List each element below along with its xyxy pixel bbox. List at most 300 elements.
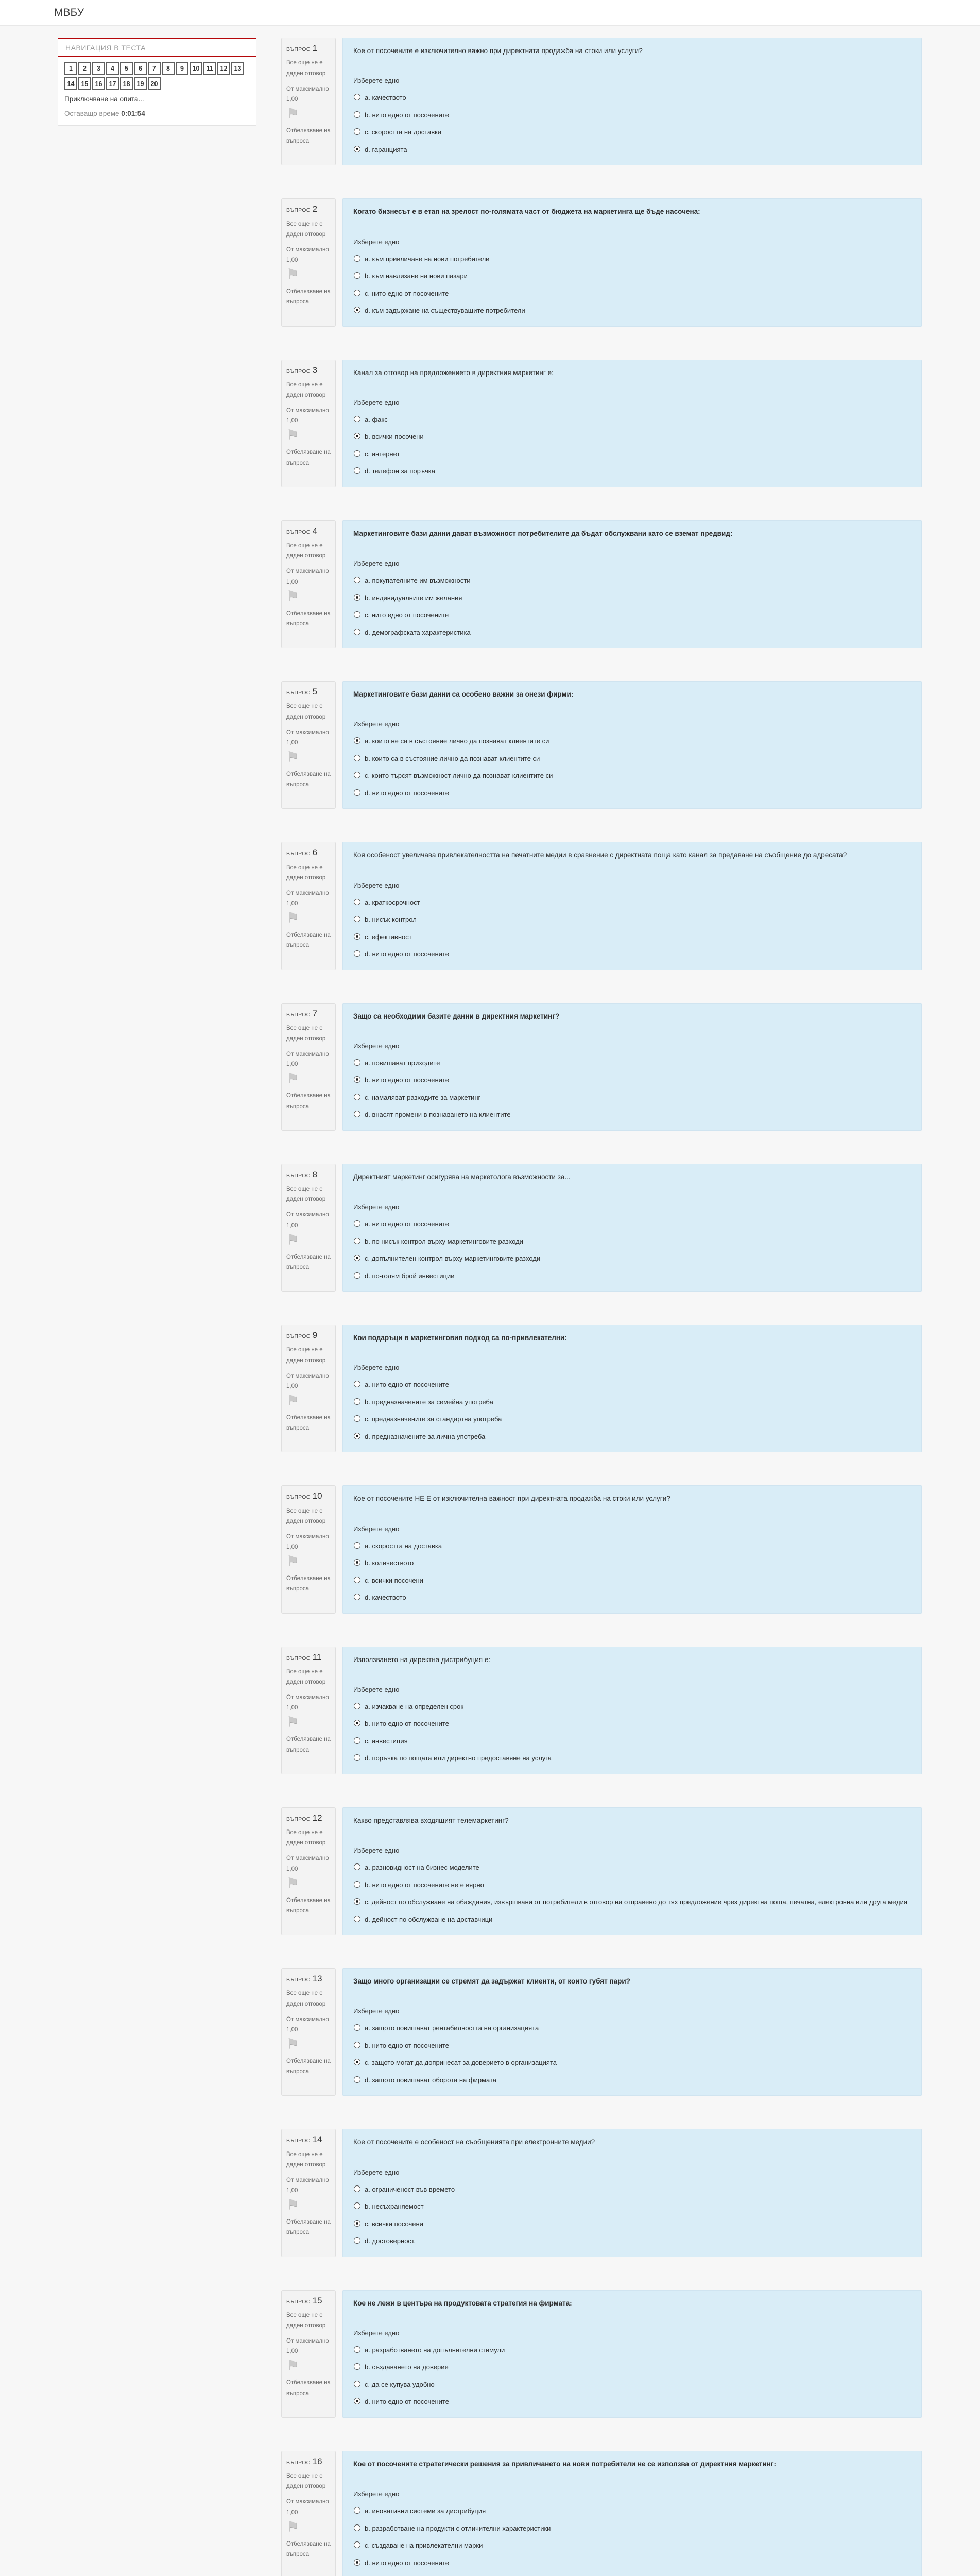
flag-question-link[interactable]: Отбелязване на въпроса bbox=[286, 610, 331, 627]
question-number-row bbox=[286, 1491, 331, 1501]
question-text: Канал за отговор на предложението в директния маркетинг е: bbox=[353, 368, 554, 377]
flag-icon: ⚑ bbox=[286, 1231, 299, 1247]
answer-option-a[interactable] bbox=[353, 1702, 911, 1712]
radio-selected-icon[interactable] bbox=[354, 1255, 360, 1261]
answer-option-b[interactable] bbox=[353, 2201, 911, 2212]
question-info-panel bbox=[281, 198, 336, 326]
answer-option-b[interactable] bbox=[353, 1558, 911, 1568]
answer-option-d[interactable] bbox=[353, 1592, 911, 1603]
radio-icon[interactable] bbox=[354, 1272, 360, 1279]
radio-selected-icon[interactable] bbox=[354, 146, 360, 152]
question-content-panel bbox=[342, 1325, 922, 1452]
radio-selected-icon[interactable] bbox=[354, 1720, 360, 1726]
radio-icon[interactable] bbox=[354, 2076, 360, 2083]
question-block bbox=[281, 1164, 922, 1292]
answer-option-label: b. несъхраняемост bbox=[365, 2202, 424, 2210]
quiz-nav-number-9[interactable]: 9 bbox=[176, 62, 188, 75]
radio-icon[interactable] bbox=[354, 1111, 360, 1117]
radio-icon[interactable] bbox=[354, 94, 360, 100]
question-content-panel bbox=[342, 2451, 922, 2576]
question-number: 6 bbox=[312, 848, 318, 858]
answer-option-b[interactable] bbox=[353, 754, 911, 764]
quiz-nav-number-13[interactable]: 13 bbox=[231, 62, 244, 75]
answer-option-a[interactable] bbox=[353, 575, 911, 586]
answer-option-label: d. защото повишават оборота на фирмата bbox=[365, 2076, 497, 2084]
answer-option-label: d. нито едно от посочените bbox=[365, 2558, 449, 2567]
choose-one-label: Изберете едно bbox=[353, 1846, 400, 1854]
radio-icon[interactable] bbox=[354, 290, 360, 296]
radio-icon[interactable] bbox=[354, 2524, 360, 2531]
radio-icon[interactable] bbox=[354, 1577, 360, 1583]
radio-icon[interactable] bbox=[354, 1703, 360, 1709]
question-info-panel bbox=[281, 2451, 336, 2576]
flag-question-link[interactable]: Отбелязване на въпроса bbox=[286, 2540, 331, 2557]
answer-option-c[interactable] bbox=[353, 771, 911, 781]
radio-selected-icon[interactable] bbox=[354, 1559, 360, 1566]
answer-option-d[interactable] bbox=[353, 1110, 911, 1120]
answer-option-label: a. скоростта на доставка bbox=[365, 1541, 442, 1550]
radio-icon[interactable] bbox=[354, 1542, 360, 1549]
radio-icon[interactable] bbox=[354, 611, 360, 618]
radio-selected-icon[interactable] bbox=[354, 433, 360, 439]
answer-option-c[interactable] bbox=[353, 610, 911, 620]
question-number: 5 bbox=[312, 687, 318, 697]
question-block bbox=[281, 1968, 922, 2096]
choose-one-label: Изберете едно bbox=[353, 2329, 400, 2337]
answer-options bbox=[353, 575, 911, 637]
quiz-nav-number-12[interactable]: 12 bbox=[217, 62, 230, 75]
answer-option-d[interactable] bbox=[353, 2558, 911, 2568]
radio-selected-icon[interactable] bbox=[354, 1898, 360, 1905]
radio-icon[interactable] bbox=[354, 2237, 360, 2244]
radio-icon[interactable] bbox=[354, 467, 360, 474]
content-area bbox=[0, 26, 980, 2576]
answer-option-d[interactable] bbox=[353, 2075, 911, 2086]
radio-selected-icon[interactable] bbox=[354, 2220, 360, 2227]
question-number: 4 bbox=[312, 526, 318, 536]
question-status: Все още не е даден отговор bbox=[286, 864, 326, 881]
question-number: 1 bbox=[312, 43, 318, 53]
radio-icon[interactable] bbox=[354, 629, 360, 635]
answer-option-label: a. които не са в състояние лично да познават клиентите си bbox=[365, 737, 549, 745]
radio-icon[interactable] bbox=[354, 1594, 360, 1600]
quiz-nav-number-1[interactable]: 1 bbox=[64, 62, 77, 75]
radio-icon[interactable] bbox=[354, 1737, 360, 1744]
answer-option-c[interactable] bbox=[353, 1736, 911, 1747]
question-number-label: ВЪПРОС bbox=[286, 1494, 311, 1501]
quiz-nav-number-2[interactable]: 2 bbox=[78, 62, 91, 75]
answer-options bbox=[353, 736, 911, 798]
question-info-panel bbox=[281, 2129, 336, 2257]
choose-one-label: Изберете едно bbox=[353, 1042, 400, 1050]
radio-icon[interactable] bbox=[354, 1916, 360, 1922]
answer-option-a[interactable] bbox=[353, 2345, 911, 2355]
answer-option-label: c. да се купува удобно bbox=[365, 2380, 435, 2388]
quiz-navigation-panel bbox=[58, 38, 256, 126]
flag-question-link[interactable]: Отбелязване на въпроса bbox=[286, 2058, 331, 2075]
radio-selected-icon[interactable] bbox=[354, 2559, 360, 2566]
radio-icon[interactable] bbox=[354, 577, 360, 583]
question-points: От максимално 1,00 bbox=[286, 86, 329, 103]
quiz-nav-number-4[interactable]: 4 bbox=[106, 62, 119, 75]
flag-question-link[interactable]: Отбелязване на въпроса bbox=[286, 289, 331, 306]
question-block bbox=[281, 681, 922, 809]
answer-option-d[interactable] bbox=[353, 466, 911, 477]
question-number-row bbox=[286, 204, 331, 214]
answer-option-b[interactable] bbox=[353, 2041, 911, 2051]
answer-options bbox=[353, 1058, 911, 1120]
question-text: Кое от посочените е особеност на съобщенията при електронните медии? bbox=[353, 2138, 595, 2146]
question-number: 10 bbox=[312, 1491, 322, 1501]
radio-icon[interactable] bbox=[354, 1059, 360, 1066]
answer-option-label: a. качеството bbox=[365, 94, 406, 102]
answer-options bbox=[353, 415, 911, 477]
question-block bbox=[281, 360, 922, 487]
answer-option-d[interactable] bbox=[353, 145, 911, 155]
answer-option-a[interactable] bbox=[353, 736, 911, 747]
question-number: 11 bbox=[312, 1652, 322, 1662]
question-status: Все още не е даден отговор bbox=[286, 1507, 326, 1524]
flag-question-link[interactable]: Отбелязване на въпроса bbox=[286, 1253, 331, 1270]
radio-selected-icon[interactable] bbox=[354, 594, 360, 601]
answer-option-d[interactable] bbox=[353, 949, 911, 959]
answer-option-b[interactable] bbox=[353, 1719, 911, 1729]
radio-selected-icon[interactable] bbox=[354, 737, 360, 744]
flag-icon: ⚑ bbox=[286, 1714, 299, 1730]
answer-options bbox=[353, 1702, 911, 1764]
question-status: Все още не е даден отговор bbox=[286, 543, 326, 560]
answer-option-label: a. разработването на допълнителни стимули bbox=[365, 2346, 505, 2354]
radio-icon[interactable] bbox=[354, 111, 360, 118]
answer-option-c[interactable] bbox=[353, 1253, 911, 1264]
answer-option-b[interactable] bbox=[353, 1236, 911, 1247]
radio-selected-icon[interactable] bbox=[354, 2398, 360, 2404]
question-number-label: ВЪПРОС bbox=[286, 207, 311, 214]
question-text: Когато бизнесът е в етап на зрелост по-голямата част от бюджета на маркетинга ще бъде насочена: bbox=[353, 208, 700, 216]
question-block bbox=[281, 38, 922, 165]
quiz-nav-number-10[interactable]: 10 bbox=[190, 62, 202, 75]
answer-option-d[interactable] bbox=[353, 1432, 911, 1442]
quiz-nav-number-8[interactable]: 8 bbox=[162, 62, 175, 75]
answer-option-label: d. качеството bbox=[365, 1594, 406, 1601]
radio-icon[interactable] bbox=[354, 1238, 360, 1244]
answer-option-label: c. интернет bbox=[365, 450, 400, 458]
flag-icon: ⚑ bbox=[286, 588, 299, 604]
quiz-nav-number-3[interactable]: 3 bbox=[92, 62, 105, 75]
site-header bbox=[0, 0, 980, 26]
finish-attempt-link[interactable]: Приключване на опита... bbox=[64, 95, 144, 103]
answer-option-label: d. предназначените за лична употреба bbox=[365, 1432, 486, 1440]
question-status: Все още не е даден отговор bbox=[286, 381, 326, 399]
quiz-nav-number-15[interactable]: 15 bbox=[78, 77, 91, 90]
radio-icon[interactable] bbox=[354, 916, 360, 922]
question-points: От максимално 1,00 bbox=[286, 2499, 329, 2516]
answer-option-b[interactable] bbox=[353, 2523, 911, 2534]
question-status: Все още не е даден отговор bbox=[286, 1990, 326, 2007]
choose-one-label: Изберете едно bbox=[353, 398, 400, 406]
radio-selected-icon[interactable] bbox=[354, 1433, 360, 1439]
question-info-panel bbox=[281, 38, 336, 165]
radio-icon[interactable] bbox=[354, 2042, 360, 2048]
radio-icon[interactable] bbox=[354, 2381, 360, 2387]
question-points: От максимално 1,00 bbox=[286, 568, 329, 585]
question-status: Все още не е даден отговор bbox=[286, 2151, 326, 2168]
answer-option-label: b. нисък контрол bbox=[365, 916, 417, 923]
radio-selected-icon[interactable] bbox=[354, 307, 360, 313]
quiz-nav-number-14[interactable]: 14 bbox=[64, 77, 77, 90]
answer-option-a[interactable] bbox=[353, 254, 911, 264]
answer-option-label: a. нито едно от посочените bbox=[365, 1220, 449, 1228]
answer-option-d[interactable] bbox=[353, 1753, 911, 1764]
quiz-nav-number-16[interactable]: 16 bbox=[92, 77, 105, 90]
question-info-panel bbox=[281, 1003, 336, 1131]
question-status: Все още не е даден отговор bbox=[286, 60, 326, 77]
radio-icon[interactable] bbox=[354, 1381, 360, 1387]
answer-option-a[interactable] bbox=[353, 1541, 911, 1551]
flag-question-link[interactable]: Отбелязване на въпроса bbox=[286, 771, 331, 788]
answer-option-a[interactable] bbox=[353, 1862, 911, 1873]
flag-question-link[interactable]: Отбелязване на въпроса bbox=[286, 1093, 331, 1110]
answer-option-label: c. ефективност bbox=[365, 933, 412, 941]
answer-option-a[interactable] bbox=[353, 93, 911, 103]
answer-option-c[interactable] bbox=[353, 1897, 911, 1907]
radio-selected-icon[interactable] bbox=[354, 2059, 360, 2065]
quiz-nav-number-17[interactable]: 17 bbox=[106, 77, 119, 90]
answer-option-b[interactable] bbox=[353, 1397, 911, 1408]
question-points: От максимално 1,00 bbox=[286, 1212, 329, 1229]
question-number: 9 bbox=[312, 1330, 318, 1340]
question-text: Защо са необходими базите данни в директния маркетинг? bbox=[353, 1012, 560, 1020]
page-title: МВБУ bbox=[54, 7, 84, 19]
answer-option-d[interactable] bbox=[353, 2236, 911, 2246]
flag-question-link[interactable]: Отбелязване на въпроса bbox=[286, 932, 331, 949]
radio-icon[interactable] bbox=[354, 772, 360, 778]
question-points: От максимално 1,00 bbox=[286, 890, 329, 907]
radio-icon[interactable] bbox=[354, 1415, 360, 1422]
question-content-panel bbox=[342, 520, 922, 648]
answer-option-a[interactable] bbox=[353, 1380, 911, 1390]
quiz-nav-number-20[interactable]: 20 bbox=[148, 77, 161, 90]
answer-option-b[interactable] bbox=[353, 2362, 911, 2372]
radio-icon[interactable] bbox=[354, 416, 360, 422]
radio-icon[interactable] bbox=[354, 1220, 360, 1227]
quiz-nav-number-18[interactable]: 18 bbox=[120, 77, 133, 90]
radio-icon[interactable] bbox=[354, 1881, 360, 1888]
radio-icon[interactable] bbox=[354, 899, 360, 905]
answer-options bbox=[353, 1219, 911, 1281]
question-status: Все още не е даден отговор bbox=[286, 1668, 326, 1686]
question-info-panel bbox=[281, 2290, 336, 2418]
answer-option-d[interactable] bbox=[353, 1271, 911, 1281]
answer-option-b[interactable] bbox=[353, 271, 911, 281]
answer-option-c[interactable] bbox=[353, 1093, 911, 1103]
flag-question-link[interactable]: Отбелязване на въпроса bbox=[286, 1414, 331, 1432]
question-number: 7 bbox=[312, 1008, 318, 1019]
answer-option-label: b. създаването на доверие bbox=[365, 2363, 449, 2371]
answer-option-label: d. нито едно от посочените bbox=[365, 2398, 449, 2406]
question-info-panel bbox=[281, 1807, 336, 1935]
quiz-nav-number-11[interactable]: 11 bbox=[203, 62, 216, 75]
question-text: Кое от посочените НЕ Е от изключителна важност при директната продажба на стоки или услуги? bbox=[353, 1495, 670, 1503]
radio-icon[interactable] bbox=[354, 450, 360, 457]
question-info-panel bbox=[281, 681, 336, 809]
choose-one-label: Изберете едно bbox=[353, 2490, 400, 2498]
answer-option-label: d. към задържане на съществуващите потребители bbox=[365, 307, 525, 314]
question-number-label: ВЪПРОС bbox=[286, 1011, 311, 1018]
answer-option-c[interactable] bbox=[353, 2058, 911, 2068]
radio-icon[interactable] bbox=[354, 1754, 360, 1761]
flag-icon: ⚑ bbox=[286, 2518, 299, 2534]
question-points: От максимално 1,00 bbox=[286, 729, 329, 746]
flag-question-link[interactable]: Отбелязване на въпроса bbox=[286, 1575, 331, 1592]
question-block bbox=[281, 1485, 922, 1613]
radio-icon[interactable] bbox=[354, 2202, 360, 2209]
answer-option-label: b. нито едно от посочените bbox=[365, 2041, 449, 2049]
question-text: Кое не лежи в центъра на продуктовата стратегия на фирмата: bbox=[353, 2299, 572, 2307]
question-text: Кои подаръци в маркетинговия подход са по-привлекателни: bbox=[353, 1334, 567, 1342]
radio-selected-icon[interactable] bbox=[354, 933, 360, 940]
flag-icon: ⚑ bbox=[286, 749, 299, 765]
question-content-panel bbox=[342, 1003, 922, 1131]
radio-icon[interactable] bbox=[354, 950, 360, 957]
question-info-panel bbox=[281, 1325, 336, 1452]
choose-one-label: Изберете едно bbox=[353, 1203, 400, 1211]
question-text: Коя особеност увеличава привлекателността на печатните медии в сравнение с директната поща като канал за предаване на съобщение до адресата? bbox=[353, 851, 847, 859]
answer-option-label: a. покупателните им възможности bbox=[365, 577, 471, 584]
question-points: От максимално 1,00 bbox=[286, 408, 329, 425]
answer-option-a[interactable] bbox=[353, 2023, 911, 2033]
answer-option-d[interactable] bbox=[353, 788, 911, 799]
quiz-nav-buttons bbox=[58, 57, 256, 91]
answer-option-b[interactable] bbox=[353, 1075, 911, 1086]
choose-one-label: Изберете едно bbox=[353, 1364, 400, 1372]
answer-option-d[interactable] bbox=[353, 2397, 911, 2407]
answer-option-d[interactable] bbox=[353, 1914, 911, 1925]
flag-question-link[interactable]: Отбелязване на въпроса bbox=[286, 1736, 331, 1753]
answer-option-a[interactable] bbox=[353, 1219, 911, 1229]
radio-icon[interactable] bbox=[354, 755, 360, 761]
question-content-panel bbox=[342, 681, 922, 809]
radio-icon[interactable] bbox=[354, 1094, 360, 1100]
answer-option-c[interactable] bbox=[353, 1414, 911, 1425]
answer-option-b[interactable] bbox=[353, 593, 911, 603]
answer-option-a[interactable] bbox=[353, 1058, 911, 1069]
radio-icon[interactable] bbox=[354, 255, 360, 262]
answer-option-a[interactable] bbox=[353, 897, 911, 908]
radio-icon[interactable] bbox=[354, 789, 360, 796]
flag-question-link[interactable]: Отбелязване на въпроса bbox=[286, 1897, 331, 1914]
answer-option-label: a. ограниченост във времето bbox=[365, 2185, 455, 2193]
answer-options bbox=[353, 2506, 911, 2568]
radio-icon[interactable] bbox=[354, 272, 360, 279]
radio-icon[interactable] bbox=[354, 2363, 360, 2370]
radio-selected-icon[interactable] bbox=[354, 1076, 360, 1083]
question-status: Все още не е даден отговор bbox=[286, 2312, 326, 2329]
answer-options bbox=[353, 93, 911, 155]
quiz-nav-number-19[interactable]: 19 bbox=[134, 77, 147, 90]
answer-option-label: c. инвестиция bbox=[365, 1737, 408, 1745]
flag-question-link[interactable]: Отбелязване на въпроса bbox=[286, 127, 331, 145]
radio-icon[interactable] bbox=[354, 2185, 360, 2192]
answer-option-label: c. създаване на привлекателни марки bbox=[365, 2541, 483, 2549]
radio-icon[interactable] bbox=[354, 2346, 360, 2353]
answer-option-c[interactable] bbox=[353, 449, 911, 460]
question-block bbox=[281, 520, 922, 648]
answer-option-d[interactable] bbox=[353, 628, 911, 638]
question-text: Кое от посочените е изключително важно при директната продажба на стоки или услуги? bbox=[353, 47, 643, 55]
question-status: Все още не е даден отговор bbox=[286, 703, 326, 720]
question-text: Маркетинговите бази данни дават възможност потребителите да бъдат обслужвани като се вземат предвид: bbox=[353, 529, 733, 537]
quiz-nav-number-5[interactable]: 5 bbox=[120, 62, 133, 75]
choose-one-label: Изберете едно bbox=[353, 560, 400, 567]
answer-option-b[interactable] bbox=[353, 914, 911, 925]
answer-option-b[interactable] bbox=[353, 110, 911, 121]
question-number-label: ВЪПРОС bbox=[286, 690, 311, 696]
question-number-label: ВЪПРОС bbox=[286, 46, 311, 53]
question-block bbox=[281, 1807, 922, 1935]
question-block bbox=[281, 1325, 922, 1452]
question-number-label: ВЪПРОС bbox=[286, 2298, 311, 2305]
answer-option-label: d. нито едно от посочените bbox=[365, 950, 449, 958]
answer-option-c[interactable] bbox=[353, 2540, 911, 2551]
radio-icon[interactable] bbox=[354, 128, 360, 135]
question-status: Все още не е даден отговор bbox=[286, 221, 326, 238]
radio-icon[interactable] bbox=[354, 1863, 360, 1870]
radio-icon[interactable] bbox=[354, 2507, 360, 2514]
question-points: От максимално 1,00 bbox=[286, 1533, 329, 1551]
choose-one-label: Изберете едно bbox=[353, 238, 400, 246]
question-number-label: ВЪПРОС bbox=[286, 2459, 311, 2466]
answer-option-a[interactable] bbox=[353, 2506, 911, 2516]
answer-option-a[interactable] bbox=[353, 2184, 911, 2195]
choose-one-label: Изберете едно bbox=[353, 77, 400, 85]
flag-question-link[interactable]: Отбелязване на въпроса bbox=[286, 449, 331, 466]
answer-option-c[interactable] bbox=[353, 127, 911, 138]
answer-option-d[interactable] bbox=[353, 306, 911, 316]
flag-question-link[interactable]: Отбелязване на въпроса bbox=[286, 2380, 331, 2397]
question-content-panel bbox=[342, 2129, 922, 2257]
answer-option-b[interactable] bbox=[353, 1880, 911, 1890]
question-points: От максимално 1,00 bbox=[286, 1855, 329, 1872]
question-number: 3 bbox=[312, 365, 318, 375]
question-content-panel bbox=[342, 360, 922, 487]
flag-icon: ⚑ bbox=[286, 266, 299, 282]
question-info-panel bbox=[281, 520, 336, 648]
answer-option-label: b. всички посочени bbox=[365, 433, 424, 441]
question-content-panel bbox=[342, 198, 922, 326]
answer-option-label: b. нито едно от посочените не е вярно bbox=[365, 1880, 484, 1889]
answer-option-c[interactable] bbox=[353, 932, 911, 942]
answer-option-b[interactable] bbox=[353, 432, 911, 442]
flag-icon: ⚑ bbox=[286, 427, 299, 443]
answer-option-c[interactable] bbox=[353, 1575, 911, 1586]
answer-option-a[interactable] bbox=[353, 415, 911, 425]
question-status: Все още не е даден отговор bbox=[286, 1186, 326, 1203]
answer-options bbox=[353, 1380, 911, 1442]
question-text: Кое от посочените стратегически решения за привличането на нови потребители не се използва от директния маркетинг: bbox=[353, 2460, 776, 2468]
question-number-row bbox=[286, 43, 331, 54]
answer-option-c[interactable] bbox=[353, 2219, 911, 2229]
radio-icon[interactable] bbox=[354, 1398, 360, 1405]
answer-option-c[interactable] bbox=[353, 289, 911, 299]
radio-icon[interactable] bbox=[354, 2541, 360, 2548]
choose-one-label: Изберете едно bbox=[353, 1524, 400, 1533]
radio-icon[interactable] bbox=[354, 2024, 360, 2031]
quiz-nav-number-7[interactable]: 7 bbox=[148, 62, 161, 75]
quiz-nav-number-6[interactable]: 6 bbox=[134, 62, 147, 75]
answer-option-c[interactable] bbox=[353, 2380, 911, 2390]
flag-question-link[interactable]: Отбелязване на въпроса bbox=[286, 2219, 331, 2236]
